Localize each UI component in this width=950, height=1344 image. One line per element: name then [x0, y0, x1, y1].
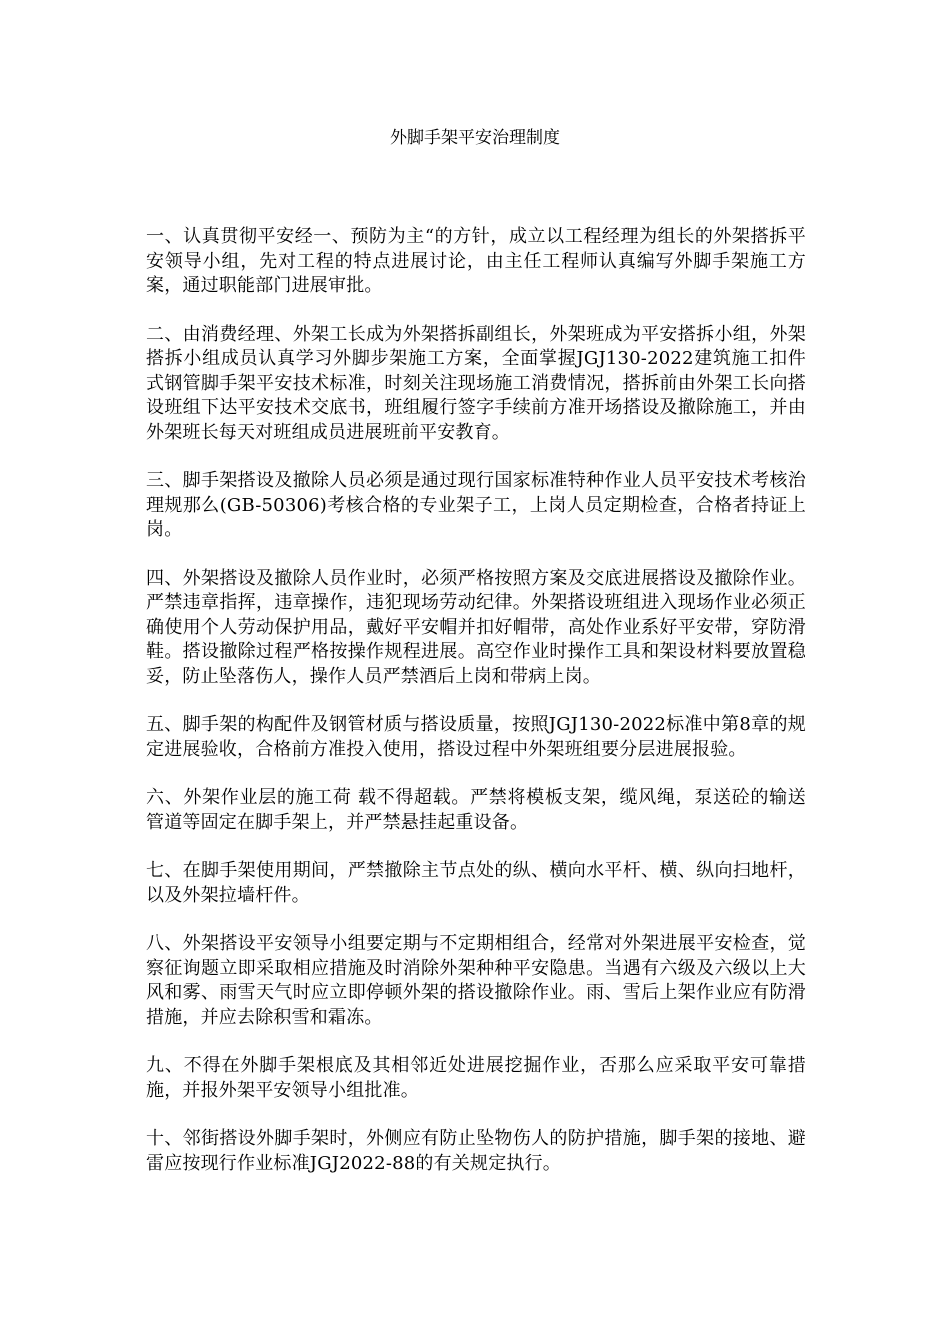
- paragraph-5: 五、脚手架的构配件及钢管材质与搭设质量，按照JGJ130-2022标准中第8章的规定进展验收，合格前方准投入使用，搭设过程中外架班组要分层进展报验。: [146, 714, 806, 760]
- paragraph-4: 四、外架搭设及撤除人员作业时，必须严格按照方案及交底进展搭设及撤除作业。严禁违章指挥，违章操作，违犯现场劳动纪律。外架搭设班组进入现场作业必须正确使用个人劳动保护用品，戴好平安帽并扣好帽带，高处作业系好平安带，穿防滑鞋。搭设撤除过程严格按操作规程进展。高空作业时操作工具和架设材料要放置稳妥，防止坠落伤人，操作人员严禁酒后上岗和带病上岗。: [146, 567, 806, 687]
- paragraph-7: 七、在脚手架使用期间，严禁撤除主节点处的纵、横向水平杆、横、纵向扫地杆，以及外架拉墙杆件。: [146, 860, 806, 906]
- paragraph-3: 三、脚手架搭设及撤除人员必须是通过现行国家标准特种作业人员平安技术考核治理规那么(GB-50306)考核合格的专业架子工，上岗人员定期检查，合格者持证上岗。: [146, 470, 806, 540]
- paragraph-8: 八、外架搭设平安领导小组要定期与不定期相组合，经常对外架进展平安检查，觉察征询题立即采取相应措施及时消除外架种种平安隐患。当遇有六级及六级以上大风和雾、雨雪天气时应立即停顿外架的搭设撤除作业。雨、雪后上架作业应有防滑措施，并应去除积雪和霜冻。: [146, 933, 806, 1028]
- document-body: [146, 225, 806, 1200]
- paragraph-10: 十、邻街搭设外脚手架时，外侧应有防止坠物伤人的防护措施，脚手架的接地、避雷应按现行作业标准JGJ2022-88的有关规定执行。: [146, 1128, 806, 1174]
- paragraph-2: 二、由消费经理、外架工长成为外架搭拆副组长，外架班成为平安搭拆小组，外架搭拆小组成员认真学习外脚步架施工方案，全面掌握JGJ130-2022建筑施工扣件式钢管脚手架平安技术标准，时刻关注现场施工消费情况，搭拆前由外架工长向搭设班组下达平安技术交底书，班组履行签字手续前方准开场搭设及撤除施工，并由外架班长每天对班组成员进展班前平安教育。: [146, 323, 806, 443]
- paragraph-9: 九、不得在外脚手架根底及其相邻近处进展挖掘作业，否那么应采取平安可靠措施，并报外架平安领导小组批准。: [146, 1055, 806, 1101]
- paragraph-6: 六、外架作业层的施工荷 载不得超载。严禁将模板支架，缆风绳，泵送砼的输送管道等固定在脚手架上，并严禁悬挂起重设备。: [146, 787, 806, 833]
- document-title: 外脚手架平安治理制度: [390, 128, 560, 148]
- paragraph-1: 一、认真贯彻平安经一、预防为主“的方针，成立以工程经理为组长的外架搭拆平安领导小组，先对工程的特点进展讨论，由主任工程师认真编写外脚手架施工方案，通过职能部门进展审批。: [146, 226, 806, 296]
